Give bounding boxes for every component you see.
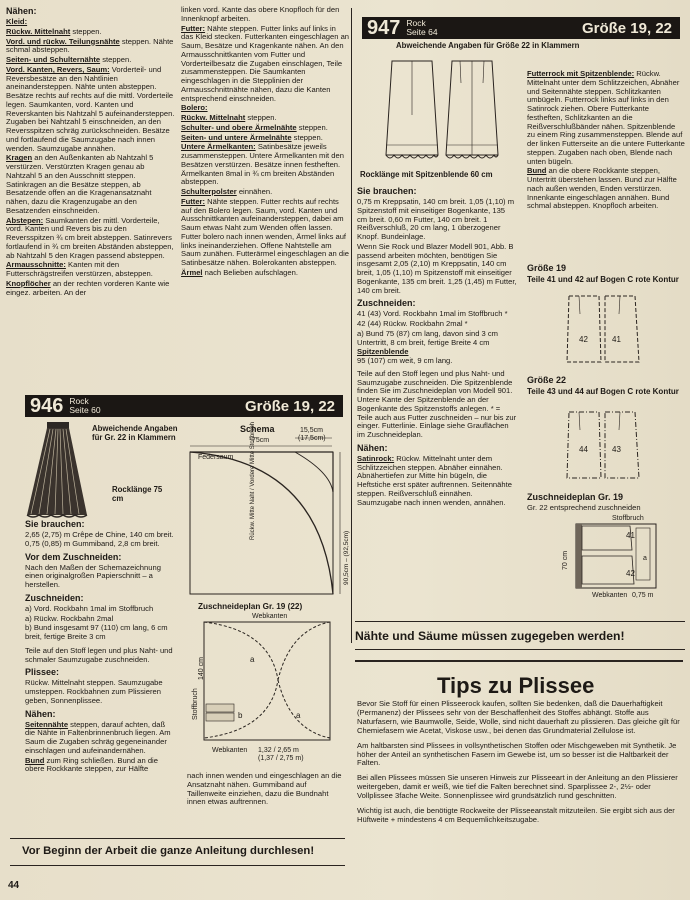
col2-item-text: linken vord. Kante das obere Knopfloch für den Innenknopf arbeiten. bbox=[181, 5, 340, 23]
model-946-type: Rock bbox=[69, 396, 89, 406]
m947-naehen-item-heading: Satinrock: bbox=[357, 453, 395, 463]
col1-item-text: steppen. bbox=[100, 55, 132, 64]
schema-side-label: Rückw. Mitte Naht / Vordere Mitte Stoffbruch bbox=[250, 422, 256, 540]
947-zu-item: 41 (43) Vord. Rockbahn 1mal im Stoffbruch * bbox=[357, 309, 508, 319]
page-number: 44 bbox=[8, 880, 20, 891]
model-946-size: Größe 19, 22 bbox=[244, 397, 335, 415]
col2-item-heading: Bolero: bbox=[181, 103, 208, 113]
col2-item-heading: Untere Ärmelkanten: bbox=[181, 142, 256, 152]
m946-naehen-item bbox=[25, 721, 175, 756]
col1-item-text: an der rechten vorderen Kante wie eingez. arbeiten. An der bbox=[6, 278, 170, 297]
col2-item bbox=[181, 143, 349, 187]
tips-p3: Bei allen Plissees müssen Sie unseren Hinweis zur Plisseeart in der Anleitung an den Plissierer weitergeben, damit er weiß, wie tief die Falten berechnet sind. Sparplissee 2-, 2½- oder Vollplissee 3fache Weite. Sonnenplissee wird grundsätzlich rund geschnitten. bbox=[357, 773, 678, 801]
col1-item-text: Vorderteil- und Reversbesätze an den Nahtlinien aneinandersteppen. Nähte unten absteppen. Besätze rechts auf rechts auf die mittl. Vorderteile legen. Saumkanten, vord. Kanten und Reverskanten bis Nahtzahl 5 aufeinandersteppen. Zugaben bei Nahtzahl 5 einschneiden, an den Reversspitzen schräg zurückschneiden. Besätze und fortlaufend die Saumzugabe nach innen wenden. Saumzugabe annähen. bbox=[6, 64, 175, 153]
m947-futter-item-text: an die obere Rockkante steppen, Untertritt überstehen lassen. Bund zur Hälfte nach außen wenden, Enden verstürzen. Innenkante eingeschlagen annähen. Bund schmal absteppen. Knopfloch arbeiten. bbox=[527, 166, 677, 211]
col1-item-heading: Abstepen: bbox=[6, 215, 44, 225]
g19-piece-41: 41 bbox=[612, 335, 621, 344]
947-plan-title-block bbox=[527, 489, 685, 513]
947-plan-fold: Stoffbruch bbox=[612, 515, 644, 522]
947-plan-42: 42 bbox=[626, 569, 635, 578]
col2-item bbox=[181, 124, 349, 133]
col2-item-text: nach Belieben aufschlagen. bbox=[202, 267, 298, 277]
naehen-heading: Nähen: bbox=[6, 6, 37, 16]
947-plan-bottom: Webkanten bbox=[592, 592, 628, 599]
946-plan-title: Zuschneideplan Gr. 19 (22) bbox=[198, 602, 303, 611]
straight-skirt-illustration bbox=[380, 55, 510, 167]
946-plan-b: b bbox=[238, 711, 243, 720]
946-plan-length-2: (1,37 / 2,75 m) bbox=[258, 755, 304, 762]
col2-item-text: steppen. bbox=[245, 113, 277, 122]
m946-naehen-item-text: steppen, darauf achten, daß die Nähte in Faltenbrinnenbruch liegen. Am Saum die Zugaben schräg gegeneinander einschlagen und aufeinandernähen. bbox=[25, 719, 171, 755]
col1-item-heading: Kragen bbox=[6, 153, 33, 163]
col1-item bbox=[6, 280, 176, 298]
footer-rule-top bbox=[10, 838, 345, 839]
model-947-type: Rock bbox=[406, 18, 426, 28]
col2-item-text: steppen. bbox=[291, 132, 323, 142]
947-zu-text: Teile auf den Stoff legen und plus Naht- und Saumzugabe zuschneiden. Die Spitzenblende finden Sie im Zuschneideplan von Modell 901. Untere Kante der Spitzenblende an der Bogenkante des Spitzenstoffs anlegen. * = Teile auch aus Futter zuschneiden – nur bis zur einger. Futterlinie. Einlage siehe Grauflächen im Zuschneideplan. bbox=[357, 368, 517, 439]
col1-instruction-list bbox=[6, 18, 176, 297]
col2-item-heading: Rückw. Mittelnaht bbox=[181, 113, 246, 122]
946-cutting-plan bbox=[190, 620, 340, 745]
col1-item-heading: Kleid: bbox=[6, 17, 28, 26]
model-947-number: 947 bbox=[367, 16, 401, 39]
g22-piece-44: 44 bbox=[579, 445, 588, 454]
footer-note: Vor Beginn der Arbeit die ganze Anleitung durchlesen! bbox=[22, 845, 315, 857]
naehte-rule-bottom bbox=[355, 649, 685, 650]
col2-item bbox=[181, 25, 349, 104]
col1-item-heading: Armausschnitte: bbox=[6, 260, 66, 270]
schema-title: Schema bbox=[240, 424, 275, 434]
g19-title: Größe 19 bbox=[527, 263, 567, 273]
col2-item-heading: Schulterpolster bbox=[181, 187, 237, 196]
946-cont-text: nach innen wenden und eingeschlagen an die Ansatznaht nähen. Gummiband auf Taillenweite einziehen, dazu die Bundnaht innen etwas auftrennen. bbox=[187, 771, 342, 807]
946-vor-dem: Vor dem Zuschneiden: bbox=[25, 551, 122, 562]
g22-title: Größe 22 bbox=[527, 375, 567, 385]
947-plan-width: 70 cm bbox=[562, 550, 569, 570]
g22-block bbox=[527, 372, 685, 397]
g19-sub: Teile 41 und 42 auf Bogen C rote Kontur bbox=[527, 275, 679, 284]
946-sie-brauchen: Sie brauchen: bbox=[25, 519, 85, 529]
g22-sub: Teile 43 und 44 auf Bogen C rote Kontur bbox=[527, 387, 679, 396]
946-zu-text: Teile auf den Stoff legen und plus Naht- und schmaler Saumzugabe zuschneiden. bbox=[25, 645, 173, 664]
col1-item-heading: Knopflöcher bbox=[6, 278, 51, 288]
schema-height: 90,5cm – (92,5cm) bbox=[343, 530, 350, 585]
pleated-skirt-illustration bbox=[25, 420, 89, 520]
947-plan-length: 0,75 m bbox=[632, 592, 654, 599]
g19-piece-42: 42 bbox=[579, 335, 588, 344]
946-plan-bottom: Webkanten bbox=[212, 747, 248, 754]
946-zuschneiden: Zuschneiden: bbox=[25, 592, 84, 603]
m946-naehen-item-heading: Seitennähte bbox=[25, 719, 69, 729]
946-brauchen-text: 2,65 (2,75) m Crêpe de Chine, 140 cm breit. 0,75 (0,85) m Gummiband, 2,8 cm breit. bbox=[25, 530, 174, 548]
946-naehen: Nähen: bbox=[25, 708, 56, 719]
naehte-banner: Nähte und Säume müssen zugegeben werden! bbox=[355, 629, 625, 643]
col2-item-heading: Seiten- und untere Ärmelnähte bbox=[181, 132, 292, 142]
model-947-header bbox=[362, 17, 680, 39]
col1-item-heading: Seiten- und Schulternähte bbox=[6, 55, 101, 64]
946-plan-width: 140 cm bbox=[198, 657, 205, 680]
946-plan-fold: Stoffbruch bbox=[192, 688, 199, 720]
schema-width-3: 75cm bbox=[252, 437, 270, 444]
col1-item-text: steppen. Nähte schmal absteppen. bbox=[6, 36, 174, 55]
tips-title: Tips zu Plissee bbox=[437, 673, 595, 698]
model-946-header bbox=[25, 395, 343, 417]
m947-naehen-item-text: Rückw. Mittelnaht unter dem Schlitzzeichen steppen. Abnäher einnähen. Abnähertiefen zur Mitte hin bügeln, die Heftstiche erst später auftrennen. Seitennähte steppen. Reißverschluß einnähen. Saumzugabe nach innen wenden, annähen. bbox=[357, 453, 512, 507]
col2-item-heading: Futter: bbox=[181, 196, 206, 206]
947-plan-title: Zuschneideplan Gr. 19 bbox=[527, 492, 624, 502]
col2-item-text: einnähen. bbox=[236, 187, 273, 196]
947-sie-brauchen: Sie brauchen: bbox=[357, 186, 417, 196]
model-946-page: Seite 60 bbox=[69, 405, 101, 415]
col2-item bbox=[181, 114, 349, 123]
model-947-abw: Abweichende Angaben für Größe 22 in Klammern bbox=[396, 41, 580, 50]
model-947-length: Rocklänge mit Spitzenblende 60 cm bbox=[360, 170, 493, 179]
947-plan-sub: Gr. 22 entsprechend zuschneiden bbox=[527, 503, 641, 512]
col1-naehen bbox=[6, 6, 176, 298]
946-plan-length: 1,32 / 2,65 m bbox=[258, 747, 299, 754]
col1-item bbox=[6, 38, 176, 56]
model-947-page: Seite 64 bbox=[406, 27, 438, 37]
m946-naehen-item-text: zum Ring schließen. Bund an die obere Rockkante steppen, zur Hälfte bbox=[25, 755, 158, 774]
g19-block bbox=[527, 260, 685, 285]
col1-item bbox=[6, 261, 176, 279]
947-plan-a: a bbox=[643, 555, 647, 562]
947-naehen: Nähen: bbox=[357, 442, 388, 453]
col1-item bbox=[6, 56, 176, 65]
947-zuschneiden: Zuschneiden: bbox=[357, 298, 416, 309]
col1-item-heading: Vord. Kanten, Revers, Saum: bbox=[6, 64, 110, 74]
schema-width-2: (17,5cm) bbox=[298, 435, 326, 442]
model-946-abw: Abweichende Angaben für Gr. 22 in Klammern bbox=[92, 424, 178, 442]
947-naehen-list bbox=[357, 455, 517, 508]
col2-item bbox=[181, 198, 349, 268]
946-plan-a2: a bbox=[296, 711, 301, 720]
model-947-text bbox=[357, 183, 517, 508]
col2-item-text: Nähte steppen. Futter rechts auf rechts auf den Bolero legen. Saum, vord. Kanten und Ausschnittkanten aufeinandersteppen, dabei am Saum etwas Naht zum Wenden offen lassen. Futter bolero nach innen wenden, Ärmel links auf links ineinanderziehen. Offene Nahtstelle am Saum zunähen. Futterärmel eingeschlagen an die Satinbesätze nähen. Bolerokanten absteppen. bbox=[181, 196, 350, 267]
m946-naehen-item-heading: Bund bbox=[25, 755, 45, 765]
model-947-size: Größe 19, 22 bbox=[581, 19, 672, 37]
schema-federsaum: Federsaum bbox=[198, 454, 234, 461]
col2-item bbox=[181, 134, 349, 143]
col1-item-heading: Rückw. Mittelnaht bbox=[6, 26, 71, 36]
tips-p4: Wichtig ist auch, die benötigte Rockweite der Plisseeanstalt mitzuteilen. Sie ergibt sich aus der Hüftweite + mindestens 4 cm Bequemlichkeitszugabe. bbox=[357, 806, 675, 824]
946-plissee: Plissee: bbox=[25, 667, 60, 678]
col1-item-heading: Vord. und rückw. Teilungsnähte bbox=[6, 36, 120, 46]
947-brauchen-text-2: Wenn Sie Rock und Blazer Modell 901, Abb. B passend arbeiten möchten, benötigen Sie insgesamt 2,05 (2,10) m Kreppsatin, 140 cm breit, 1,05 (1,10) m Spitzenstoff mit einseitiger Bogenkante, 135 cm breit. 1,25 (1,45) m Futter, 140 cm breit. bbox=[357, 241, 517, 295]
col2-item-text: Nähte steppen. Futter links auf links in das Kleid stecken. Futterkanten eingeschlagen an Saum, Besätze und Kragenkante nähen. An den Armausschnittkanten vom Futter und Vorderteilbesatz die Zugaben einschlagen, Teile zusammensteppen. Die Saumkanten eingeschlagen in die Stepplinien der Armausschnittnähte nähen, dazu die Kanten entsprechend einschneiden. bbox=[181, 23, 350, 103]
model-946-text bbox=[25, 516, 175, 775]
col2-instruction-list bbox=[181, 6, 349, 278]
947-zu-item: a) Bund 75 (87) cm lang, davon sind 3 cm Untertritt, 8 cm breit, fertige Breite 4 cm bbox=[357, 328, 498, 347]
m947-futter-item bbox=[527, 167, 685, 211]
947-futter-list bbox=[527, 70, 685, 211]
946-zu-item: a) Vord. Rockbahn 1mal im Stoffbruch bbox=[25, 603, 154, 613]
m946-naehen-item bbox=[25, 757, 175, 775]
947-brauchen-text: 0,75 m Kreppsatin, 140 cm breit. 1,05 (1,10) m Spitzenstoff mit einseitiger Bogenkante, 135 cm breit. 0,60 m Futter, 140 cm breit. 1 Reißverschluß, 20 cm lang, 1 überzogener Knopf. Bundeinlage. bbox=[357, 197, 515, 241]
col2-item-heading: Ärmel bbox=[181, 267, 203, 277]
schema-width-1: 15,5cm bbox=[300, 427, 323, 434]
g19-pattern-pieces bbox=[565, 292, 645, 366]
tips-p1: Bevor Sie Stoff für einen Plisseerock kaufen, sollten Sie bedenken, daß die Dauerhaftigkeit (Permanenz) der Plissees sehr von der Beschaffenheit des Stoffes abhängt. Stoffe aus Naturfasern, wie Baumwolle, Seide, Wolle, sind nicht dauerhaft zu plissieren. Das gleiche gilt für Chemiefasern wie Acetat, Viskose usw., bei denen das Grundmaterial Zellulose ist. bbox=[357, 699, 680, 735]
col2-item bbox=[181, 104, 349, 113]
col1-item-text: Kanten mit den Futterschrägstreifen verstürzen, absteppen. bbox=[6, 260, 153, 278]
col2-item-text: steppen. bbox=[296, 122, 328, 132]
col1-item bbox=[6, 18, 176, 27]
col1-item bbox=[6, 217, 176, 261]
946-zu-item: b) Bund insgesamt 97 (110) cm lang, 6 cm breit, fertige Breite 3 cm bbox=[25, 623, 168, 641]
model-946-length: Rocklänge 75 cm bbox=[112, 485, 163, 503]
col2-item bbox=[181, 269, 349, 278]
m947-naehen-item bbox=[357, 455, 517, 508]
col2-instructions bbox=[181, 6, 349, 279]
footer-rule-bottom bbox=[10, 865, 345, 866]
col1-item-text: Saumkanten der mittl. Vorderteile, vord. Kanten und Revers bis zu den Reversspitzen ¾ cm breit absteppen. Satinrevers fortlaufend in ¾ cm breiten Abständen absteppen, ab Nahtzahl 5 den Kragen passend absteppen. bbox=[6, 215, 174, 260]
946-naehen-list bbox=[25, 721, 175, 775]
946-vor-dem-text: Nach den Maßen der Schemazeichnung einen originalgroßen Papierschnitt – a herstellen. bbox=[25, 562, 161, 589]
946-plissee-text: Rückw. Mittelnaht steppen. Saumzugabe umsteppen. Rockbahnen zum Plissieren geben, Sonnenplissee. bbox=[25, 678, 163, 705]
947-spitzen-heading: Spitzenblende bbox=[357, 347, 409, 357]
947-zu-item: 42 (44) Rückw. Rockbahn 2mal * bbox=[357, 319, 468, 328]
col1-item-text: steppen. bbox=[70, 26, 102, 36]
model-947-futter bbox=[527, 70, 685, 212]
g22-pattern-pieces bbox=[565, 408, 645, 482]
col1-item bbox=[6, 28, 176, 37]
m947-futter-item-heading: Futterrock mit Spitzenblende: bbox=[527, 69, 635, 78]
946-plan-a1: a bbox=[250, 655, 255, 664]
col1-item-text: an den Außenkanten ab Nahtzahl 5 verstürzen. Verstürzten Kragen genau ab Nahtzahl 5 an den Ausschnitt steppen. Satinkragen an die Besätze steppen, ab Besatzende offen an die Kragenansatznaht nähen, dazu die Kragenzugabe an den Besatzenden einschneiden. bbox=[6, 153, 154, 215]
946-plan-top: Webkanten bbox=[252, 613, 288, 620]
col2-item-text: Satinbesätze jeweils zusammensteppen. Untere Ärmelkanten mit den Besätzen verstürzen. Besätze innen festheften. Ärmelkanten 8mal in ¾ cm breiten Abständen absteppen. bbox=[181, 142, 344, 187]
col1-item bbox=[6, 154, 176, 215]
col2-item bbox=[181, 188, 349, 197]
tips-text bbox=[357, 700, 684, 826]
model-946-number: 946 bbox=[30, 394, 64, 417]
m947-futter-item bbox=[527, 70, 685, 166]
947-plan-41: 41 bbox=[626, 531, 635, 540]
col2-item-heading: Futter: bbox=[181, 23, 206, 33]
m947-futter-item-text: Rückw. Mittelnaht unter dem Schlitzzeichen, Abnäher und Seitennähte steppen. Schlitzkanten umbügeln. Futterrock links auf links in den Satinrock ziehen. Obere Futterkante festheften, Schlitzkanten an die Reißverschlußbänder nähen. Spitzenblende zu einem Ring zusammensteppen. Blende auf der linken Futterseite an die untere Futterkante steppen. Zugaben nach oben, Blende nach unten bügeln. bbox=[527, 69, 685, 166]
col2-item bbox=[181, 6, 349, 24]
947-spitzen-text: 95 (107) cm weit, 9 cm lang. bbox=[357, 356, 453, 365]
column-divider bbox=[351, 8, 352, 643]
tips-p2: Am haltbarsten sind Plissees in vollsynthetischen Stoffen oder Mischgeweben mit Synthetik. Je höher der Anteil an synthetischen Fasern im Gewebe ist, um so besser ist die Haltbarkeit der Falten. bbox=[357, 740, 677, 768]
m947-futter-item-heading: Bund bbox=[527, 166, 547, 176]
g22-piece-43: 43 bbox=[612, 445, 621, 454]
col1-item bbox=[6, 66, 176, 154]
naehte-rule-top bbox=[355, 621, 685, 622]
col2-item-heading: Schulter- und obere Ärmelnähte bbox=[181, 122, 297, 132]
946-zu-item: a) Rückw. Rockbahn 2mal bbox=[25, 613, 114, 623]
